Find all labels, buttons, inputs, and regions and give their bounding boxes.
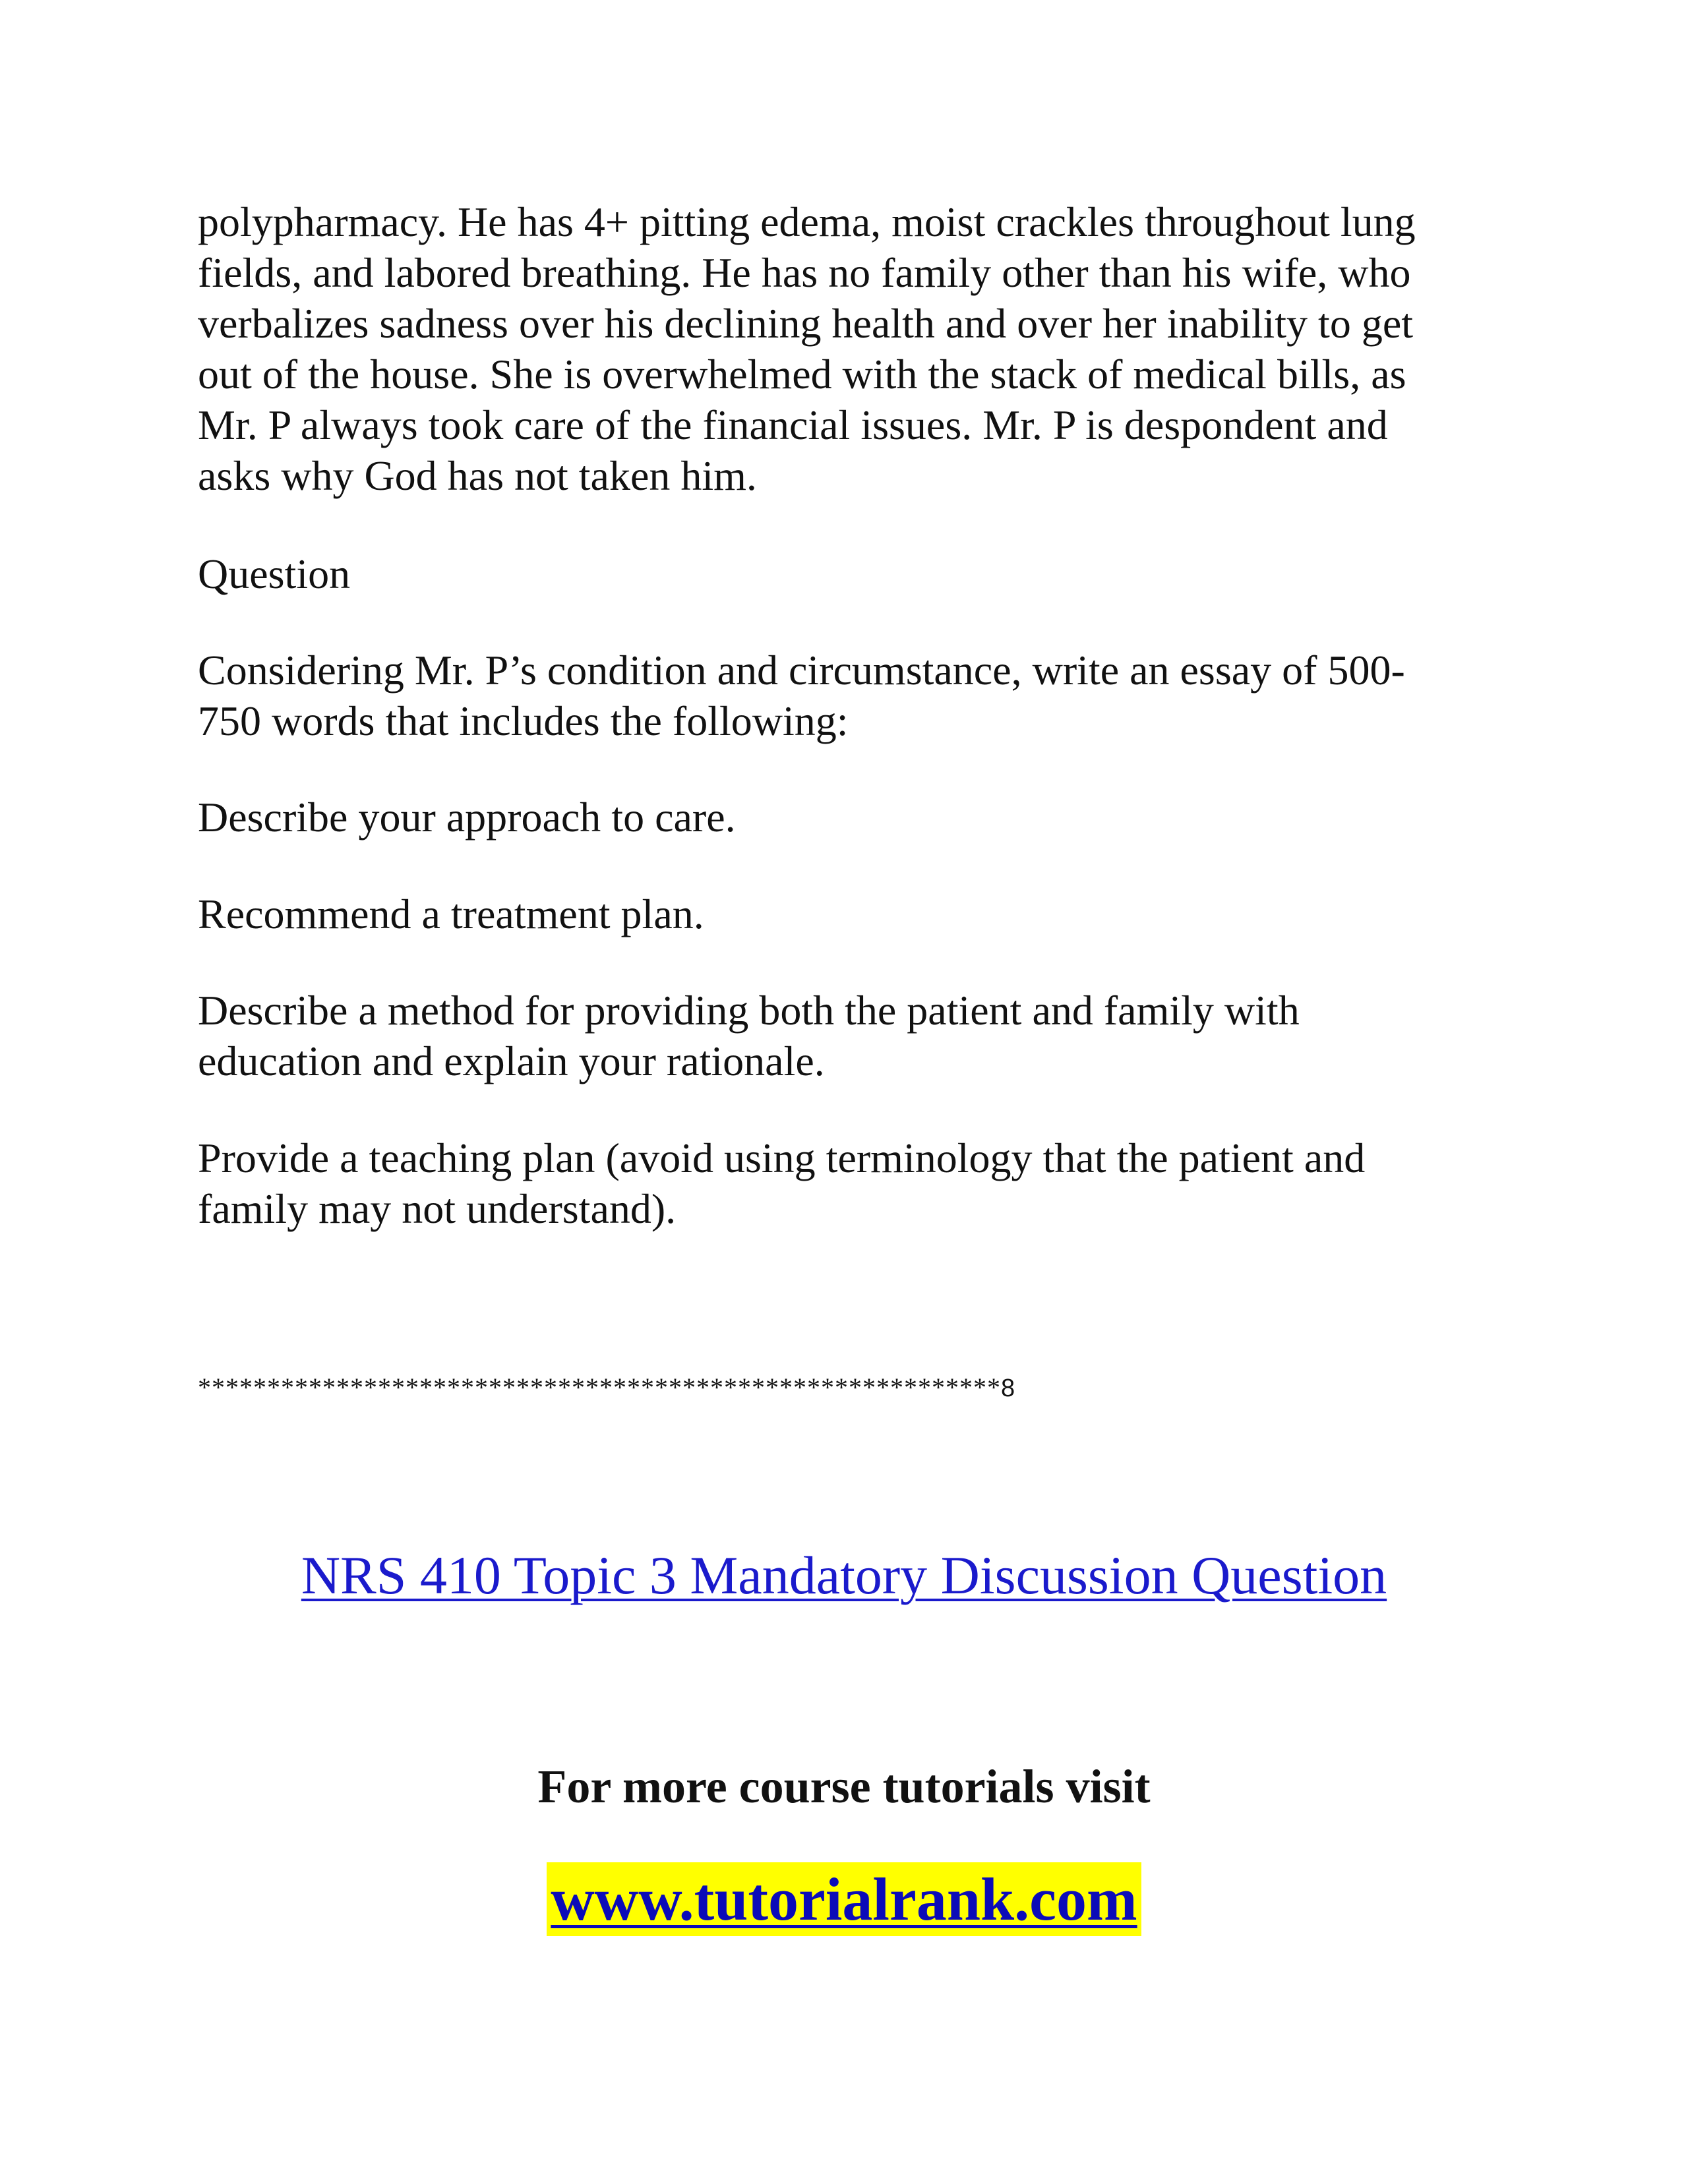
requirement-item: Describe a method for providing both the patient and family with education and explain your rationale. (198, 987, 1300, 1084)
requirement-item: Recommend a treatment plan. (198, 891, 704, 937)
site-url-link[interactable]: www.tutorialrank.com (547, 1862, 1141, 1936)
topic-title-link-line (0, 1543, 1688, 1608)
essay-prompt-paragraph: Considering Mr. P’s condition and circumstance, write an essay of 500- 750 words that includes the following: (198, 647, 1405, 744)
separator-stars: ********************************************************** (198, 1372, 1001, 1402)
site-link-line (0, 1862, 1688, 1936)
requirement-item: Describe your approach to care. (198, 794, 736, 841)
separator-tail: 8 (1001, 1374, 1016, 1402)
star-separator (198, 1371, 1015, 1405)
promo-text: For more course tutorials visit (537, 1760, 1151, 1813)
topic-title-link[interactable]: NRS 410 Topic 3 Mandatory Discussion Question (301, 1545, 1387, 1605)
case-description-paragraph: polypharmacy. He has 4+ pitting edema, moist crackles throughout lung fields, and labored breathing. He has no family other than his wife, who verbalizes sadness over his declining health and over her inability to get out of the house. She is overwhelmed with the stack of medical bills, as Mr. P always took care of the financial issues. Mr. P is despondent and asks why God has not taken him. (198, 198, 1416, 499)
question-heading: Question (198, 550, 351, 597)
requirement-item: Provide a teaching plan (avoid using terminology that the patient and family may not understand). (198, 1135, 1366, 1232)
